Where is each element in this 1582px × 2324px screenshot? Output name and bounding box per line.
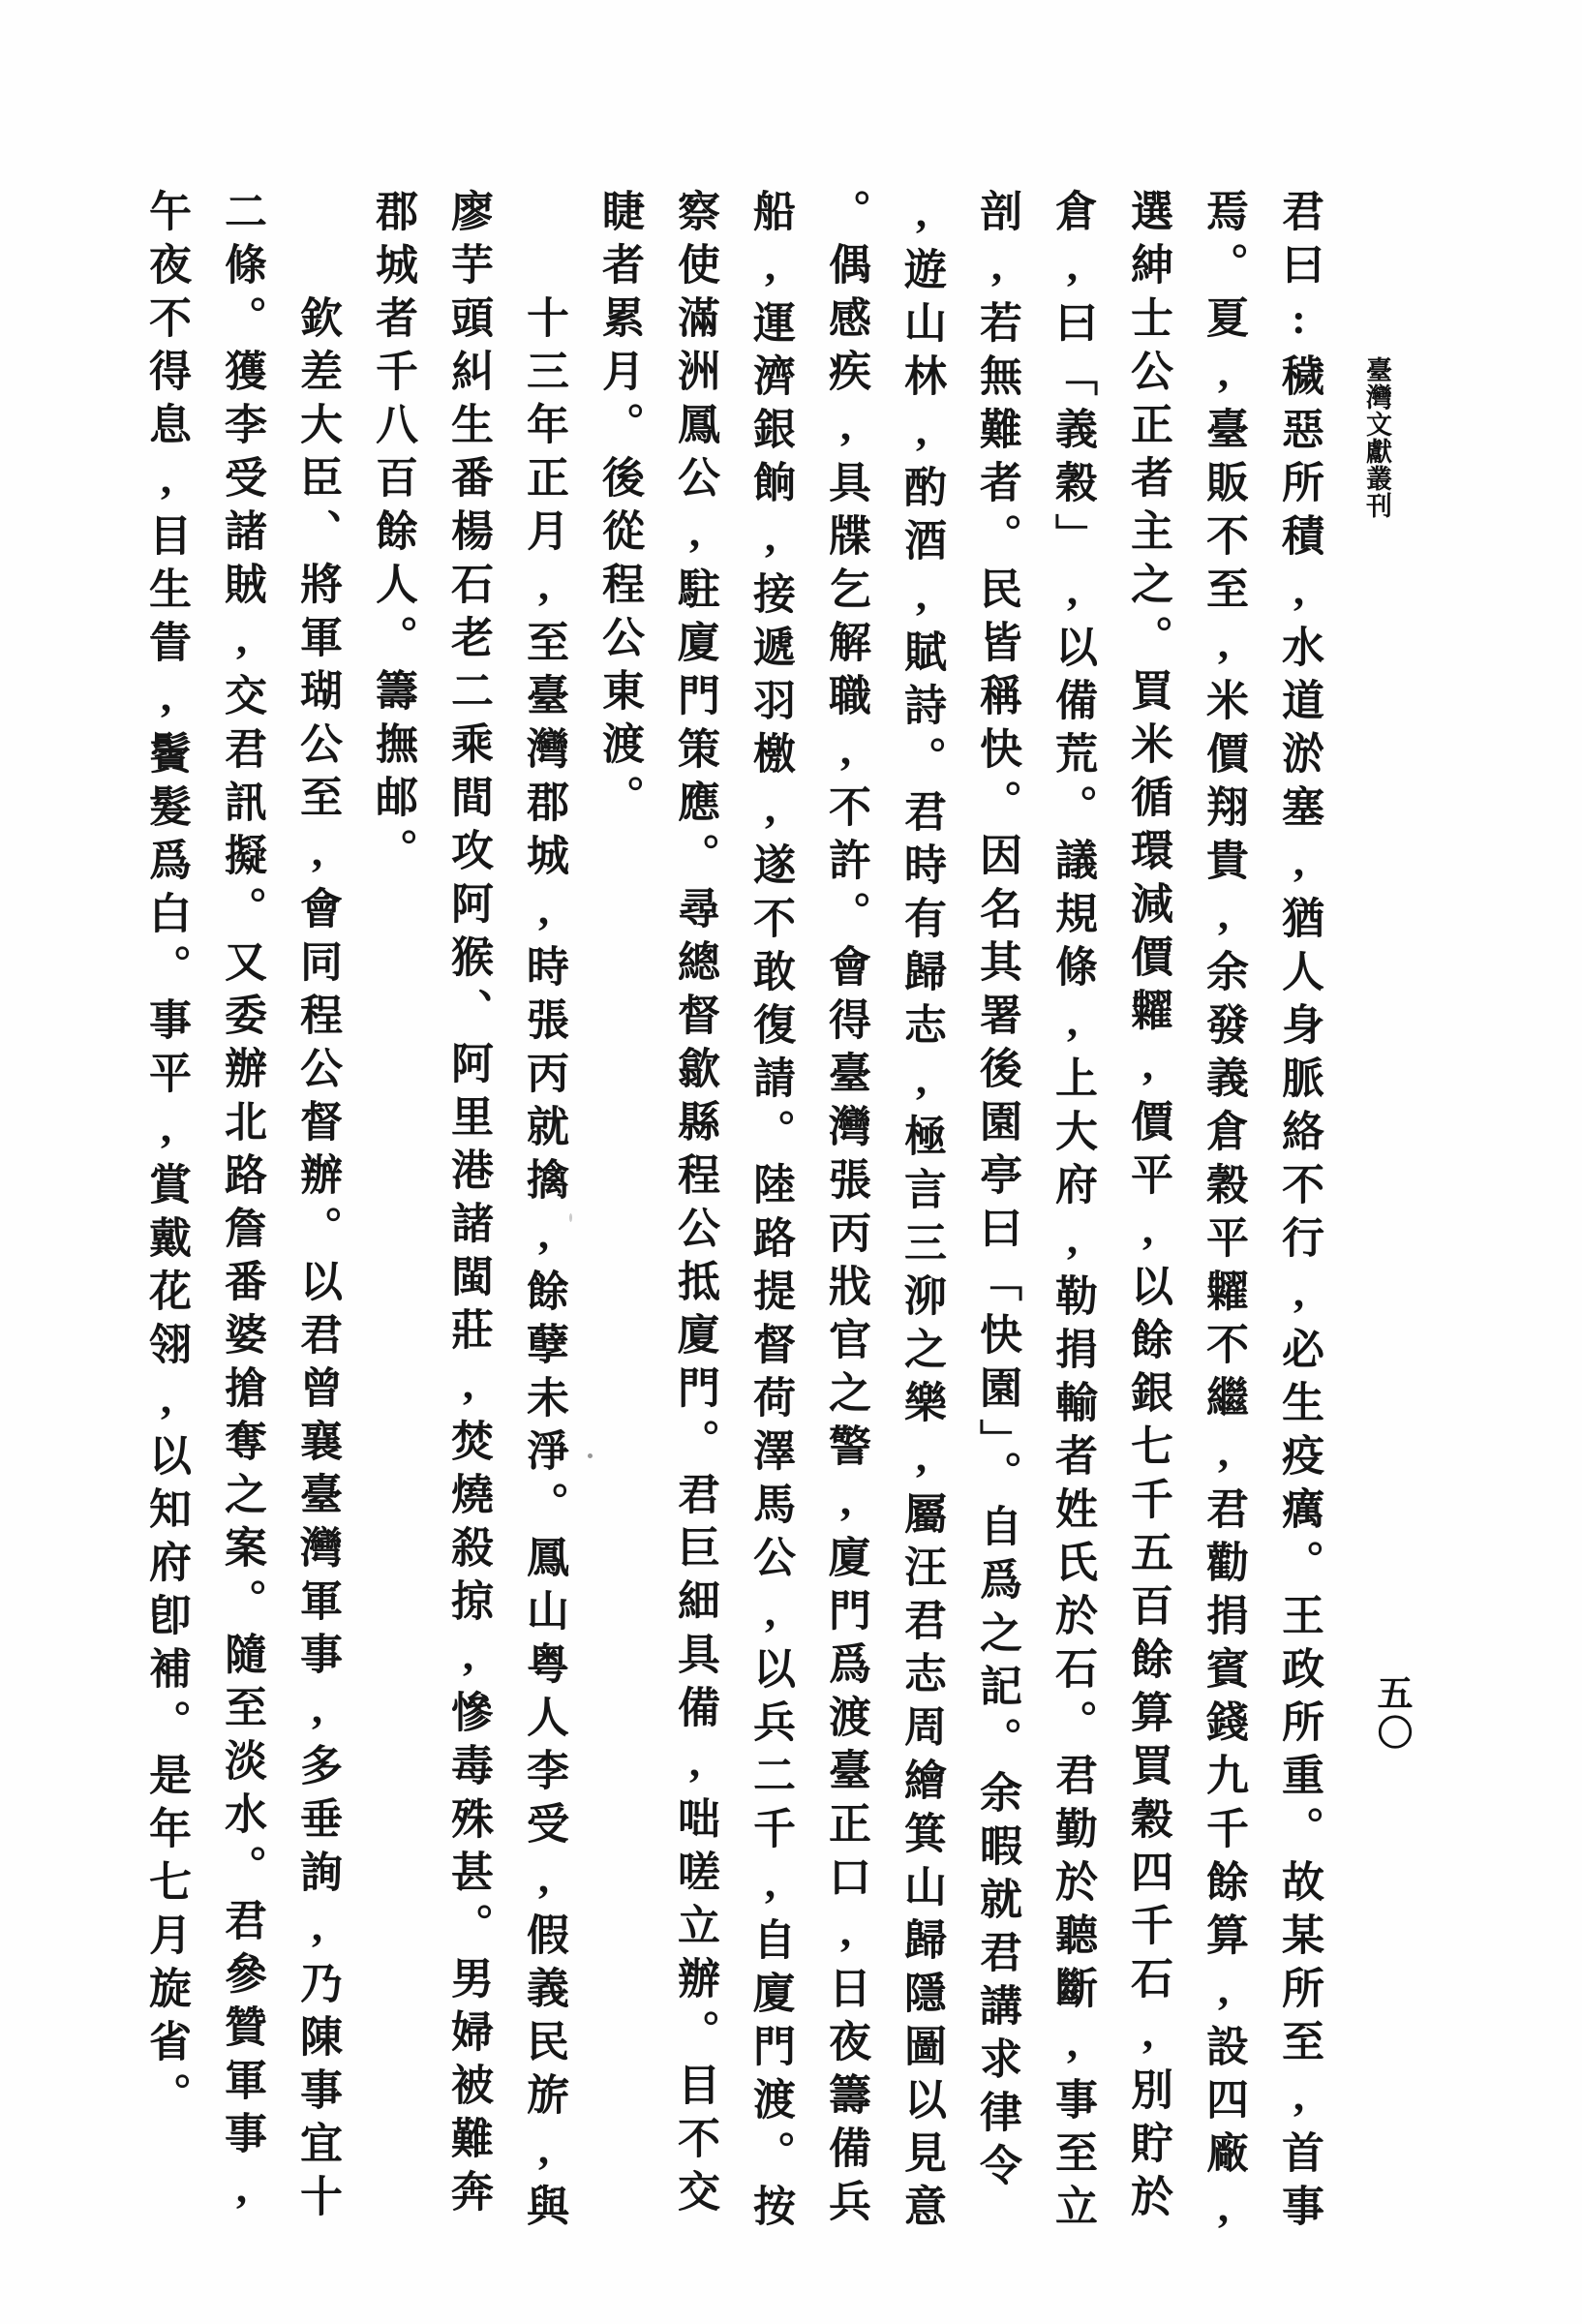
text-column-8: 船,運濟銀餉,接遞羽檄,遂不敢復請。陸路提督荷澤馬公,以兵二千,自廈門渡。按 — [746, 189, 794, 2237]
text-column-6: ,遊山林,酌酒,賦詩。君時有歸志,極言三泖之樂,屬汪君志周繪箕山歸隱圖以見意 — [897, 189, 945, 2237]
text-column-13: 郡城者千八百餘人。籌撫邮。 — [369, 189, 416, 881]
scan-artifact — [588, 1453, 593, 1458]
scan-artifact — [569, 1213, 572, 1222]
text-column-2: 焉。夏,臺販不至,米價翔貴,余發義倉穀平糶不繼,君勸捐賓錢九千餘算,設四廠, — [1200, 189, 1247, 2242]
text-column-10: 睫者累月。後從程公東渡。 — [595, 189, 643, 828]
text-column-7: 。偶感疾,具牒乞解職,不許。會得臺灣張丙戕官之警,廈門爲渡臺正口,日夜籌備兵 — [822, 189, 869, 2232]
text-column-14: 欽差大臣、將軍瑚公至,會同程公督辦。以君曾襄臺灣軍事,多垂詢,乃陳事宜十 — [293, 189, 341, 2227]
series-title: 臺灣文獻叢刊 — [1362, 356, 1391, 519]
text-column-1: 君曰:穢惡所積,水道淤塞,猶人身脈絡不行,必生疫癘。王政所重。故某所至,首事 — [1275, 189, 1323, 2237]
page-number: 五〇 — [1371, 1674, 1411, 1754]
text-column-3: 選紳士公正者主之。買米循環減價糶,價平,以餘銀七千五百餘算買穀四千石,別貯於 — [1124, 189, 1171, 2227]
text-column-9: 察使滿洲鳳公,駐廈門策應。尋總督歙縣程公抵廈門。君巨細具備,咄嗟立辦。目不交 — [671, 189, 718, 2222]
text-column-12: 廖芋頭糾生番楊石老二乘間攻阿猴、阿里港諸閩莊,焚燒殺掠,慘毒殊甚。男婦被難奔 — [444, 189, 492, 2222]
body-text — [128, 189, 1336, 2242]
text-column-5: 剖,若無難者。民皆稱快。因名其署後園亭曰「快園」。自爲之記。余暇就君講求律令 — [973, 189, 1020, 2196]
text-column-4: 倉,曰「義穀」,以備荒。議規條,上大府,勒捐輸者姓氏於石。君勤於聽斷,事至立 — [1049, 189, 1096, 2237]
text-column-15: 二條。獲李受諸賊,交君訊擬。又委辦北路詹番婆搶奪之案。隨至淡水。君參贊軍事, — [218, 189, 265, 2222]
text-column-16: 午夜不得息,目生眚,鬢髮爲白。事平,賞戴花翎,以知府卽補。是年七月旋省。 — [142, 189, 190, 2125]
text-column-11: 十三年正月,至臺灣郡城,時張丙就擒,餘孽未淨。鳳山粤人李受,假義民旂,與 — [520, 189, 567, 2237]
